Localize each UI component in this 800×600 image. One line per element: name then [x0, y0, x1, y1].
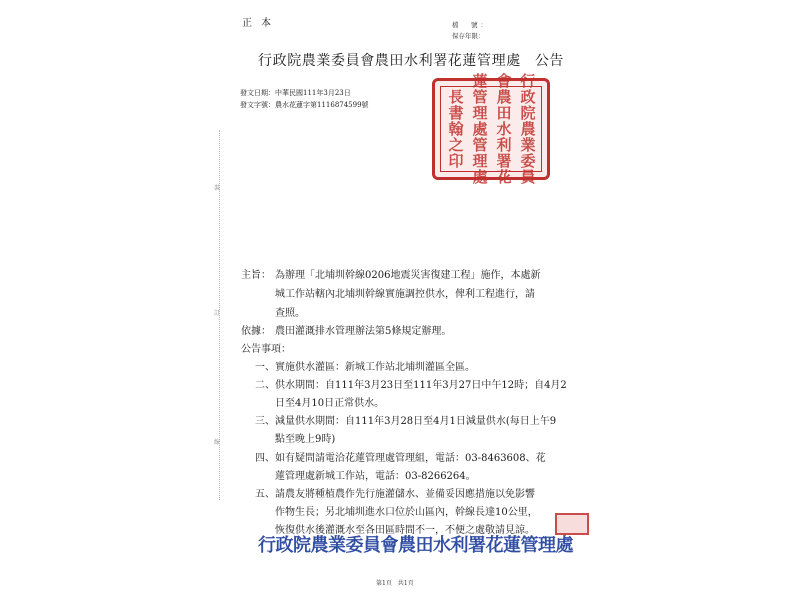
item-line: 減量供水期間：自111年3月28日至4月1日減量供水(每日上午9 [275, 416, 557, 427]
retention-period-label: 保存年限： [452, 32, 485, 40]
issue-date: 發文日期：中華民國111年3月23日 [240, 89, 351, 97]
subject-line: 查照。 [275, 308, 305, 319]
item-line: 實施供水灌區：新城工作站北埔圳灌區全區。 [275, 362, 475, 373]
margin-mark-zhuang: 裝 [214, 185, 221, 192]
document-title [258, 50, 564, 70]
basis-text: 農田灌溉排水管理辦法第5條規定辦理。 [275, 326, 452, 337]
copy-label: 正本 [242, 18, 280, 29]
basis-label: 依據： [241, 326, 271, 337]
subject-label: 主旨： [241, 270, 271, 281]
margin-mark-xian: 線 [214, 439, 221, 446]
item-number: 一、 [255, 362, 275, 373]
item-line: 供水期間：自111年3月23日至111年3月27日中午12時；自4月2 [275, 380, 567, 391]
seal-text-column: 行政院農業委員 [518, 73, 537, 185]
agency-signature-stamp: 行政院農業委員會農田水利署花蓮管理處 [258, 535, 573, 556]
seal-text-column: 會農田水利署花 [494, 73, 513, 185]
item-line: 蓮管理處新城工作站，電話：03-8266264。 [275, 471, 476, 482]
seal-text-column: 蓮管理處管理處 [470, 73, 489, 185]
agency-name: 行政院農業委員會農田水利署花蓮管理處 [258, 53, 521, 69]
file-number-label: 檔 號： [452, 21, 490, 29]
item-line: 恢復供水後灌溉水至各田區時間不一，不便之處敬請見諒。 [275, 525, 535, 536]
seal-inner-border [440, 73, 542, 185]
item-number: 四、 [255, 453, 275, 464]
seal-text-column: 長書翰之印 [446, 89, 465, 169]
item-line: 日至4月10日正常供水。 [275, 398, 385, 409]
item-line: 作物生長；另北埔圳進水口位於山區內，幹線長達10公里， [275, 507, 538, 518]
subject-line: 為辦理「北埔圳幹線0206地震災害復建工程」施作，本處新 [275, 270, 541, 281]
document-type: 公告 [534, 53, 565, 69]
official-seal [432, 73, 550, 185]
notice-items-label: 公告事項： [241, 344, 291, 355]
margin-mark-ding: 訂 [214, 310, 221, 317]
subject-line: 城工作站轄內北埔圳幹線實施調控供水，俾利工程進行，請 [275, 289, 535, 300]
item-number: 五、 [255, 489, 275, 500]
page-number: 第1頁 共1頁 [376, 580, 414, 587]
item-line: 點至晚上9時) [275, 434, 336, 445]
item-number: 三、 [255, 416, 275, 427]
issue-number: 發文字號：農水花蓮字第1116874599號 [240, 101, 369, 109]
item-number: 二、 [255, 380, 275, 391]
item-line: 請農友將種植農作先行施灌儲水、並備妥因應措施以免影響 [275, 489, 535, 500]
item-line: 如有疑問請電洽花蓮管理處管理組，電話：03-8463608、花 [275, 453, 546, 464]
